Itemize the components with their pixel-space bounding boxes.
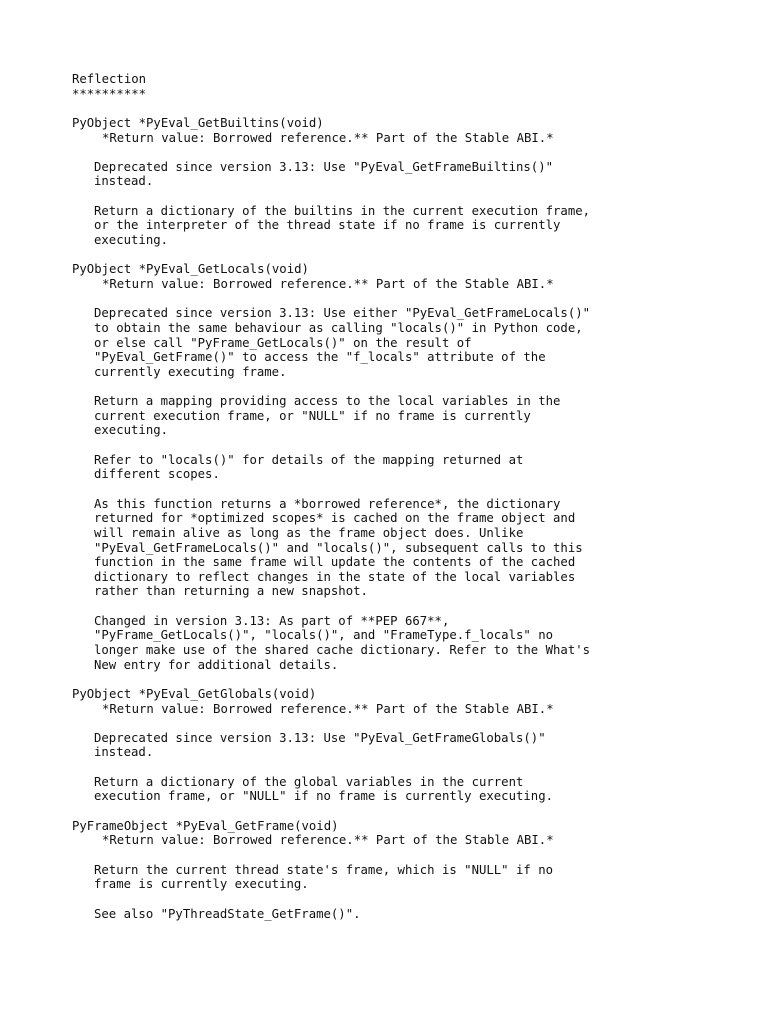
function-signature: PyObject *PyEval_GetGlobals(void) [72,686,317,701]
paragraph [72,614,732,673]
paragraph-line: dictionary to reflect changes in the state of the local variables [94,569,576,584]
paragraph-line: Deprecated since version 3.13: Use either "PyEval_GetFrameLocals()" [94,306,591,321]
api-entry [72,116,732,262]
return-value-note: *Return value: Borrowed reference.** Part of the Stable ABI.* [102,276,554,291]
paragraph-line: Return the current thread state's frame, which is "NULL" if no [94,862,554,877]
paragraph [72,863,732,892]
blank-line [72,892,732,907]
blank-line [72,438,732,453]
paragraph [72,160,732,189]
paragraph-line: rather than returning a new snapshot. [94,584,368,599]
api-entry [72,687,732,819]
paragraph-line: instead. [94,745,154,760]
blank-line [72,921,732,936]
paragraph [72,394,732,438]
paragraph [72,306,732,379]
paragraph-line: "PyFrame_GetLocals()", "locals()", and "FrameType.f_locals" no [94,628,554,643]
paragraph-line: longer make use of the shared cache dictionary. Refer to the What's [94,642,591,657]
blank-line [72,599,732,614]
page-title-underline: ********** [72,86,147,101]
paragraph-line: New entry for additional details. [94,657,339,672]
paragraph-line: or the interpreter of the thread state if no frame is currently [94,218,561,233]
return-value-note: *Return value: Borrowed reference.** Part of the Stable ABI.* [102,130,554,145]
paragraph [72,453,732,482]
blank-line [72,672,732,687]
paragraph-line: executing. [94,233,169,248]
blank-line [72,379,732,394]
paragraph-line: current execution frame, or "NULL" if no frame is currently [94,408,531,423]
paragraph [72,731,732,760]
paragraph-line: Changed in version 3.13: As part of **PEP 667**, [94,613,450,628]
function-signature: PyObject *PyEval_GetBuiltins(void) [72,115,324,130]
paragraph-line: Return a dictionary of the global variables in the current [94,774,524,789]
paragraph-line: to obtain the same behaviour as calling "locals()" in Python code, [94,320,583,335]
blank-line [72,482,732,497]
blank-line [72,716,732,731]
sections-container [72,116,732,936]
paragraph [72,907,732,922]
function-signature: PyObject *PyEval_GetLocals(void) [72,262,309,277]
page-title: Reflection [72,72,147,86]
blank-line [72,292,732,307]
paragraph-line: function in the same frame will update the contents of the cached [94,555,576,570]
paragraph [72,775,732,804]
blank-line [72,804,732,819]
paragraph-line: will remain alive as long as the frame object does. Unlike [94,525,524,540]
blank-line [72,189,732,204]
paragraph [72,204,732,248]
paragraph-line: Deprecated since version 3.13: Use "PyEval_GetFrameGlobals()" [94,730,546,745]
paragraph-line: different scopes. [94,467,220,482]
blank-line [72,760,732,775]
api-entry [72,262,732,687]
paragraph [72,497,732,599]
api-entry [72,819,732,936]
blank-line [72,101,732,116]
blank-line [72,248,732,263]
document [72,72,732,936]
paragraph-line: Return a mapping providing access to the local variables in the [94,394,561,409]
paragraph-line: frame is currently executing. [94,877,309,892]
paragraph-line: As this function returns a *borrowed reference*, the dictionary [94,496,561,511]
paragraph-line: Deprecated since version 3.13: Use "PyEval_GetFrameBuiltins()" [94,159,554,174]
function-signature: PyFrameObject *PyEval_GetFrame(void) [72,818,339,833]
paragraph-line: execution frame, or "NULL" if no frame is currently executing. [94,789,554,804]
paragraph-line: See also "PyThreadState_GetFrame()". [94,906,361,921]
paragraph-line: executing. [94,423,169,438]
paragraph-line: "PyEval_GetFrame()" to access the "f_locals" attribute of the [94,350,546,365]
blank-line [72,145,732,160]
blank-line [72,848,732,863]
paragraph-line: Refer to "locals()" for details of the mapping returned at [94,452,524,467]
paragraph-line: currently executing frame. [94,364,287,379]
return-value-note: *Return value: Borrowed reference.** Part of the Stable ABI.* [102,701,554,716]
paragraph-line: "PyEval_GetFrameLocals()" and "locals()", subsequent calls to this [94,540,583,555]
paragraph-line: returned for *optimized scopes* is cached on the frame object and [94,511,576,526]
paragraph-line: or else call "PyFrame_GetLocals()" on the result of [94,335,472,350]
paragraph-line: Return a dictionary of the builtins in the current execution frame, [94,203,591,218]
paragraph-line: instead. [94,174,154,189]
return-value-note: *Return value: Borrowed reference.** Part of the Stable ABI.* [102,833,554,848]
